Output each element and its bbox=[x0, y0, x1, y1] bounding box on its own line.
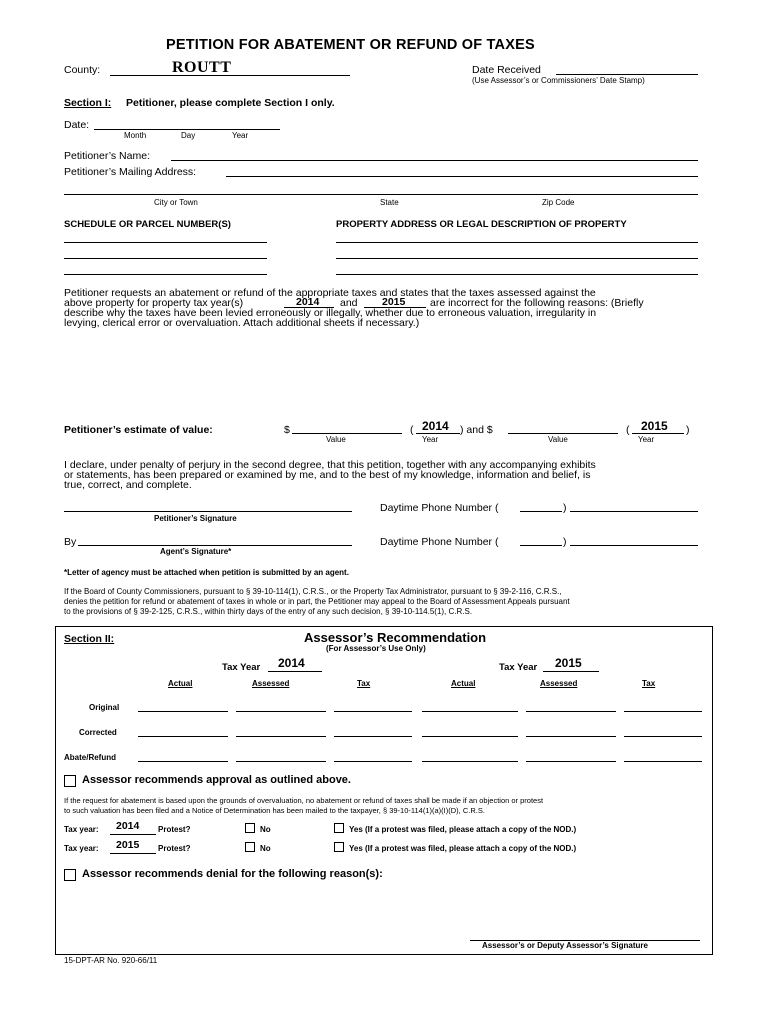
corrected-assessed-1[interactable] bbox=[236, 736, 326, 737]
section2-subtitle: (For Assessor’s Use Only) bbox=[326, 644, 426, 653]
property-field-2[interactable] bbox=[336, 258, 698, 259]
tax-year-label-1: Tax Year bbox=[222, 662, 261, 673]
date-received-note: (Use Assessor’s or Commissioners’ Date Stamp) bbox=[472, 76, 645, 85]
state-label: State bbox=[380, 198, 399, 207]
original-actual-1[interactable] bbox=[138, 711, 228, 712]
estimate-year-1: 2014 bbox=[422, 419, 449, 433]
col-assessed-2: Assessed bbox=[540, 679, 578, 688]
protest-yes-label-1: Yes (If a protest was filed, please attach a copy of the NOD.) bbox=[349, 825, 577, 834]
parcel-field-2[interactable] bbox=[64, 258, 267, 259]
estimate-value-2-field[interactable] bbox=[508, 433, 618, 434]
request-line-1: Petitioner requests an abatement or refund of the appropriate taxes and states that the taxes assessed against the bbox=[64, 287, 596, 299]
corrected-actual-2[interactable] bbox=[422, 736, 518, 737]
name-label: Petitioner’s Name: bbox=[64, 150, 150, 162]
phone-area-1[interactable] bbox=[520, 511, 562, 512]
protest-label-1: Protest? bbox=[158, 825, 191, 834]
phone-number-2[interactable] bbox=[570, 545, 698, 546]
value-label-2: Value bbox=[548, 435, 568, 444]
tax-year-1-field[interactable] bbox=[268, 671, 322, 672]
protest-label-2: Protest? bbox=[158, 844, 191, 853]
corrected-actual-1[interactable] bbox=[138, 736, 228, 737]
year-label-2: Year bbox=[638, 435, 655, 444]
section2-title: Assessor’s Recommendation bbox=[304, 630, 487, 645]
date-label: Date: bbox=[64, 119, 90, 131]
protest-no-checkbox-2[interactable] bbox=[245, 842, 255, 852]
city-state-zip-field[interactable] bbox=[64, 194, 698, 195]
original-actual-2[interactable] bbox=[422, 711, 518, 712]
abate-actual-1[interactable] bbox=[138, 761, 228, 762]
col-actual-2: Actual bbox=[451, 679, 476, 688]
corrected-assessed-2[interactable] bbox=[526, 736, 616, 737]
open-paren-2: ( bbox=[626, 424, 630, 436]
abate-assessed-1[interactable] bbox=[236, 761, 326, 762]
form-title: PETITION FOR ABATEMENT OR REFUND OF TAXES bbox=[166, 37, 535, 53]
month-label: Month bbox=[124, 131, 147, 140]
address-label: Petitioner’s Mailing Address: bbox=[64, 166, 197, 178]
year2-value: 2015 bbox=[382, 296, 406, 308]
by-label: By bbox=[64, 536, 77, 548]
col-tax-1: Tax bbox=[357, 679, 371, 688]
corrected-tax-1[interactable] bbox=[334, 736, 412, 737]
original-tax-1[interactable] bbox=[334, 711, 412, 712]
request-line-3: describe why the taxes have been levied erroneously or illegally, whether due to erroneous valuation, irregularity in bbox=[64, 307, 597, 319]
deny-checkbox[interactable] bbox=[64, 869, 76, 881]
and-dollar: ) and $ bbox=[460, 424, 493, 436]
protest-year-2: 2015 bbox=[116, 839, 140, 851]
protest-year-2-field[interactable] bbox=[110, 853, 156, 854]
original-assessed-1[interactable] bbox=[236, 711, 326, 712]
original-assessed-2[interactable] bbox=[526, 711, 616, 712]
request-line-2a: above property for property tax year(s) bbox=[64, 297, 244, 309]
form-number: 15-DPT-AR No. 920-66/11 bbox=[64, 956, 158, 965]
corrected-tax-2[interactable] bbox=[624, 736, 702, 737]
phone-close-1: ) bbox=[563, 502, 567, 514]
parcel-field-3[interactable] bbox=[64, 274, 267, 275]
section2-box bbox=[55, 626, 713, 955]
protest-no-label-1: No bbox=[260, 825, 271, 834]
petitioner-signature-field[interactable] bbox=[64, 511, 352, 512]
protest-yes-label-2: Yes (If a protest was filed, please attach a copy of the NOD.) bbox=[349, 844, 577, 853]
petitioner-signature-label: Petitioner’s Signature bbox=[154, 514, 237, 523]
col-assessed-1: Assessed bbox=[252, 679, 290, 688]
phone-number-1[interactable] bbox=[570, 511, 698, 512]
board-line-1: If the Board of County Commissioners, pursuant to § 39-10-114(1), C.R.S., or the Property Tax Administrator, pursuant to § 39-2-116, C.R.S., bbox=[64, 587, 562, 596]
section1-label: Section I: bbox=[64, 97, 112, 109]
col-actual-1: Actual bbox=[168, 679, 193, 688]
col-tax-2: Tax bbox=[642, 679, 656, 688]
estimate-label: Petitioner’s estimate of value: bbox=[64, 424, 213, 436]
date-field[interactable] bbox=[94, 129, 280, 130]
row-abate-label: Abate/Refund bbox=[64, 753, 116, 762]
assessor-signature-label: Assessor’s or Deputy Assessor’s Signature bbox=[482, 941, 648, 950]
name-field[interactable] bbox=[171, 160, 698, 161]
tax-year-2-field[interactable] bbox=[543, 671, 599, 672]
protest-taxyear-label-2: Tax year: bbox=[64, 844, 99, 853]
property-field-1[interactable] bbox=[336, 242, 698, 243]
phone-close-2: ) bbox=[563, 536, 567, 548]
schedule-header: SCHEDULE OR PARCEL NUMBER(S) bbox=[64, 219, 231, 230]
property-header: PROPERTY ADDRESS OR LEGAL DESCRIPTION OF PROPERTY bbox=[336, 219, 627, 230]
tax-year-2-value: 2015 bbox=[555, 656, 582, 670]
address-field[interactable] bbox=[226, 176, 698, 177]
city-label: City or Town bbox=[154, 198, 198, 207]
estimate-year-1-field[interactable] bbox=[416, 433, 460, 434]
day-label: Day bbox=[181, 131, 196, 140]
abate-actual-2[interactable] bbox=[422, 761, 518, 762]
board-line-2: denies the petition for refund or abatement of taxes in whole or in part, the Petitioner may appeal to the Board of Assessment Appeals pursuant bbox=[64, 597, 570, 606]
zip-label: Zip Code bbox=[542, 198, 575, 207]
estimate-year-2: 2015 bbox=[641, 419, 668, 433]
row-corrected-label: Corrected bbox=[79, 728, 117, 737]
protest-no-checkbox-1[interactable] bbox=[245, 823, 255, 833]
county-label: County: bbox=[64, 64, 101, 76]
request-line-2b: are incorrect for the following reasons: (Briefly bbox=[430, 297, 644, 309]
year1-value: 2014 bbox=[296, 296, 320, 308]
phone-label-2: Daytime Phone Number ( bbox=[380, 536, 499, 548]
estimate-value-1-field[interactable] bbox=[292, 433, 402, 434]
protest-year-1-field[interactable] bbox=[110, 834, 156, 835]
approve-checkbox[interactable] bbox=[64, 775, 76, 787]
year-label-1: Year bbox=[422, 435, 439, 444]
abate-assessed-2[interactable] bbox=[526, 761, 616, 762]
request-line-4: levying, clerical error or overvaluation. Attach additional sheets if necessary.) bbox=[64, 317, 420, 329]
protest-yes-checkbox-1[interactable] bbox=[334, 823, 344, 833]
protest-no-label-2: No bbox=[260, 844, 271, 853]
approve-label: Assessor recommends approval as outlined above. bbox=[82, 774, 351, 786]
declare-line-2: or statements, has been prepared or examined by me, and to the best of my knowledge, information and belief, is bbox=[64, 469, 591, 481]
declare-line-3: true, correct, and complete. bbox=[64, 479, 192, 491]
declare-line-1: I declare, under penalty of perjury in the second degree, that this petition, together with any accompanying exhibits bbox=[64, 459, 596, 471]
close-paren-2: ) bbox=[686, 424, 690, 436]
section1-instruction: Petitioner, please complete Section I only. bbox=[126, 97, 335, 109]
date-received-field[interactable] bbox=[556, 74, 698, 75]
property-field-3[interactable] bbox=[336, 274, 698, 275]
overvaluation-line-1: If the request for abatement is based upon the grounds of overvaluation, no abatement or refund of taxes shall be made if an objection or protest bbox=[64, 796, 544, 805]
county-value: ROUTT bbox=[172, 59, 232, 76]
date-received-label: Date Received bbox=[472, 64, 541, 76]
protest-yes-checkbox-2[interactable] bbox=[334, 842, 344, 852]
row-original-label: Original bbox=[89, 703, 120, 712]
open-paren-1: ( bbox=[410, 424, 414, 436]
value-label-1: Value bbox=[326, 435, 346, 444]
estimate-year-2-field[interactable] bbox=[632, 433, 684, 434]
section2-label: Section II: bbox=[64, 633, 115, 645]
original-tax-2[interactable] bbox=[624, 711, 702, 712]
phone-label-1: Daytime Phone Number ( bbox=[380, 502, 499, 514]
tax-year-1-value: 2014 bbox=[278, 656, 305, 670]
abate-tax-2[interactable] bbox=[624, 761, 702, 762]
year-label: Year bbox=[232, 131, 249, 140]
agent-signature-label: Agent’s Signature* bbox=[160, 547, 232, 556]
protest-taxyear-label-1: Tax year: bbox=[64, 825, 99, 834]
phone-area-2[interactable] bbox=[520, 545, 562, 546]
board-line-3: to the provisions of § 39-2-125, C.R.S., within thirty days of the entry of any such decision, § 39-10-114.5(1), C.R.S. bbox=[64, 607, 473, 616]
tax-year-label-2: Tax Year bbox=[499, 662, 538, 673]
agent-signature-field[interactable] bbox=[78, 545, 352, 546]
letter-of-agency-note: *Letter of agency must be attached when petition is submitted by an agent. bbox=[64, 568, 349, 577]
protest-year-1: 2014 bbox=[116, 820, 140, 832]
parcel-field-1[interactable] bbox=[64, 242, 267, 243]
request-and: and bbox=[340, 297, 358, 309]
abate-tax-1[interactable] bbox=[334, 761, 412, 762]
dollar-sign-1: $ bbox=[284, 424, 290, 436]
overvaluation-line-2: to such valuation has been filed and a Notice of Determination has been mailed to the taxpayer, § 39-10-114(1)(a)(I)(D), C.R.S. bbox=[64, 806, 485, 815]
deny-label: Assessor recommends denial for the following reason(s): bbox=[82, 868, 383, 880]
